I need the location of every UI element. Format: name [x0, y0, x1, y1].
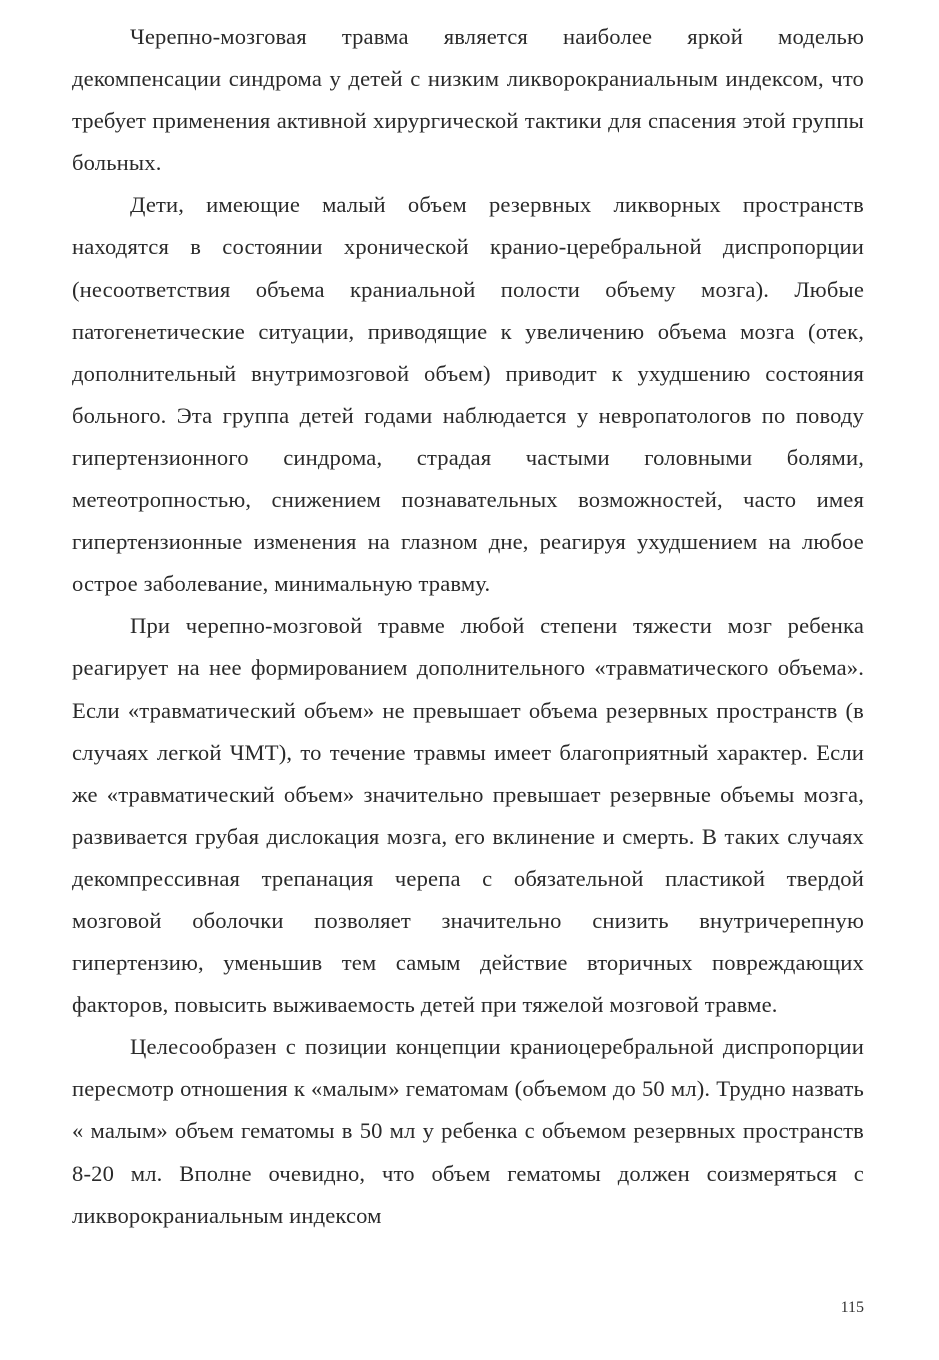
paragraph-3: При черепно-мозговой травме любой степени тяжести мозг ребенка реагирует на нее формированием дополнительного «травматического объема». Если «травматический объем» не превышает объема резервных пространств (в случаях легкой ЧМТ), то течение травмы имеет благоприятный характер. Если же «травматический объем» значительно превышает резервные объемы мозга, развивается грубая дислокация мозга, его вклинение и смерть. В таких случаях декомпрессивная трепанация черепа с обязательной пластикой твердой мозговой оболочки позволяет значительно снизить внутричерепную гипертензию, уменьшив тем самым действие вторичных повреждающих факторов, повысить выживаемость детей при тяжелой мозговой травме.	[72, 613, 864, 1018]
body-text	[72, 16, 864, 1237]
paragraph-2: Дети, имеющие малый объем резервных ликворных пространств находятся в состоянии хронической кранио-церебральной диспропорции (несоответствия объема краниальной полости объему мозга). Любые патогенетические ситуации, приводящие к увеличению объема мозга (отек, дополнительный внутримозговой объем) приводит к ухудшению состояния больного. Эта группа детей годами наблюдается у невропатологов по поводу гипертензионного синдрома, страдая частыми головными болями, метеотропностью, снижением познавательных возможностей, часто имея гипертензионные изменения на глазном дне, реагируя ухудшением на любое острое заболевание, минимальную травму.	[72, 192, 864, 597]
page-number: 115	[840, 1299, 864, 1316]
paragraph-1: Черепно-мозговая травма является наиболее яркой моделью декомпенсации синдрома у детей с низким ликворокраниальным индексом, что требует применения активной хирургической тактики для спасения этой группы больных.	[72, 24, 864, 176]
paragraph-4: Целесообразен с позиции концепции краниоцеребральной диспропорции пересмотр отношения к «малым» гематомам (объемом до 50 мл). Трудно назвать « малым» объем гематомы в 50 мл у ребенка с объемом резервных пространств 8-20 мл. Вполне очевидно, что объем гематомы должен соизмеряться с ликворокраниальным индексом	[72, 1034, 864, 1228]
